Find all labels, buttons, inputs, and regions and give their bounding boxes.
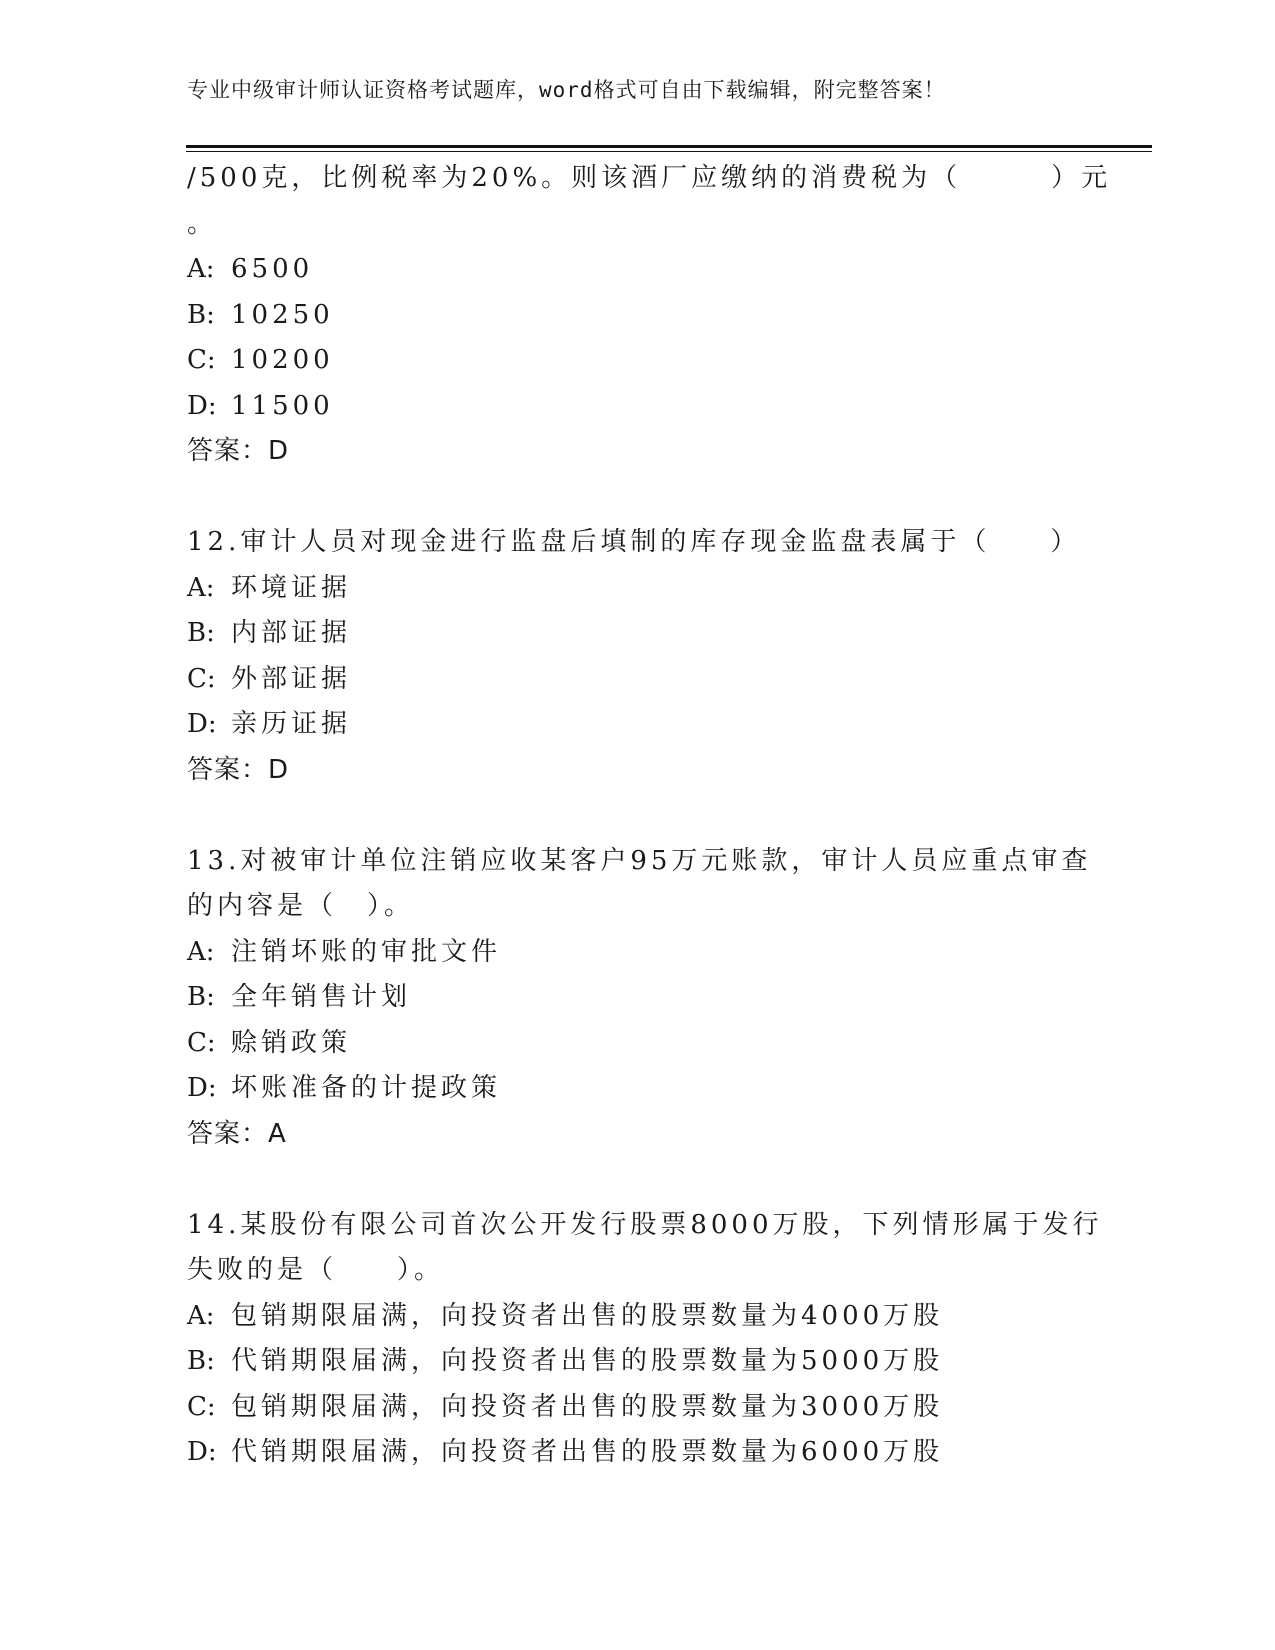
question-14 bbox=[187, 1203, 1103, 1476]
option-letter: D: bbox=[187, 390, 217, 421]
option-letter: D: bbox=[187, 1073, 217, 1103]
option-text: 赊销政策 bbox=[231, 1027, 352, 1058]
question-11 bbox=[187, 156, 1112, 475]
option-text: 10200 bbox=[231, 345, 334, 375]
option-letter: C: bbox=[187, 1027, 216, 1058]
option-b bbox=[187, 293, 1087, 339]
option-letter: B: bbox=[187, 982, 215, 1012]
option-d bbox=[187, 702, 1087, 748]
question-stem-line: /500克，比例税率为20%。则该酒厂应缴纳的消费税为（ ）元 bbox=[187, 163, 1112, 193]
answer: 答案：D bbox=[187, 754, 290, 785]
spacer bbox=[187, 1157, 1087, 1203]
option-letter: C: bbox=[187, 345, 216, 375]
question-stem-line: 12.审计人员对现金进行监盘后填制的库存现金监盘表属于（ ） bbox=[187, 527, 1081, 557]
option-letter: D: bbox=[187, 1437, 217, 1467]
option-text: 包销期限届满，向投资者出售的股票数量为4000万股 bbox=[231, 1300, 944, 1331]
question-13 bbox=[187, 839, 1092, 1158]
option-text: 内部证据 bbox=[231, 618, 352, 648]
question-stem-line: 失败的是（ ）。 bbox=[187, 1255, 445, 1285]
option-letter: C: bbox=[187, 663, 216, 694]
option-text: 亲历证据 bbox=[231, 709, 352, 739]
option-letter: C: bbox=[187, 1391, 216, 1422]
option-letter: A: bbox=[187, 936, 215, 967]
option-letter: D: bbox=[187, 709, 217, 739]
option-letter: B: bbox=[187, 299, 215, 330]
spacer bbox=[187, 793, 1087, 839]
option-text: 6500 bbox=[231, 254, 314, 284]
option-c bbox=[187, 1021, 1087, 1067]
option-text: 包销期限届满，向投资者出售的股票数量为3000万股 bbox=[231, 1391, 944, 1422]
header-rule-thin bbox=[186, 151, 1152, 152]
option-letter: A: bbox=[187, 1300, 215, 1331]
spacer bbox=[187, 475, 1087, 521]
page-header: 专业中级审计师认证资格考试题库，word格式可自由下载编辑，附完整答案！ bbox=[187, 78, 946, 102]
option-c bbox=[187, 657, 1087, 703]
option-text: 代销期限届满，向投资者出售的股票数量为6000万股 bbox=[231, 1437, 944, 1467]
option-text: 环境证据 bbox=[231, 572, 352, 603]
option-a bbox=[187, 247, 1087, 293]
option-a bbox=[187, 1294, 1087, 1340]
question-12 bbox=[187, 520, 1087, 793]
answer: 答案：A bbox=[187, 1118, 287, 1149]
option-text: 外部证据 bbox=[231, 663, 352, 694]
document-body bbox=[187, 156, 1112, 1476]
question-stem-line: 。 bbox=[187, 208, 218, 239]
header-rule-thick bbox=[186, 145, 1152, 148]
option-text: 10250 bbox=[231, 299, 334, 330]
option-letter: B: bbox=[187, 618, 215, 648]
option-text: 代销期限届满，向投资者出售的股票数量为5000万股 bbox=[231, 1346, 944, 1376]
option-a bbox=[187, 930, 1087, 976]
option-text: 全年销售计划 bbox=[231, 982, 412, 1012]
option-b bbox=[187, 975, 1087, 1021]
option-b bbox=[187, 611, 1087, 657]
question-stem-line: 的内容是（ ）。 bbox=[187, 891, 415, 921]
option-letter: B: bbox=[187, 1346, 215, 1376]
option-d bbox=[187, 1066, 1087, 1112]
option-d bbox=[187, 384, 1087, 430]
option-text: 11500 bbox=[231, 390, 334, 421]
option-b bbox=[187, 1339, 1087, 1385]
option-c bbox=[187, 338, 1087, 384]
answer: 答案：D bbox=[187, 436, 290, 466]
question-stem-line: 13.对被审计单位注销应收某客户95万元账款，审计人员应重点审查 bbox=[187, 845, 1092, 876]
option-text: 注销坏账的审批文件 bbox=[231, 936, 502, 967]
question-stem-line: 14.某股份有限公司首次公开发行股票8000万股，下列情形属于发行 bbox=[187, 1209, 1103, 1240]
option-letter: A: bbox=[187, 254, 215, 284]
option-d bbox=[187, 1430, 1087, 1476]
option-text: 坏账准备的计提政策 bbox=[231, 1073, 502, 1103]
option-c bbox=[187, 1385, 1087, 1431]
option-letter: A: bbox=[187, 572, 215, 603]
option-a bbox=[187, 566, 1087, 612]
